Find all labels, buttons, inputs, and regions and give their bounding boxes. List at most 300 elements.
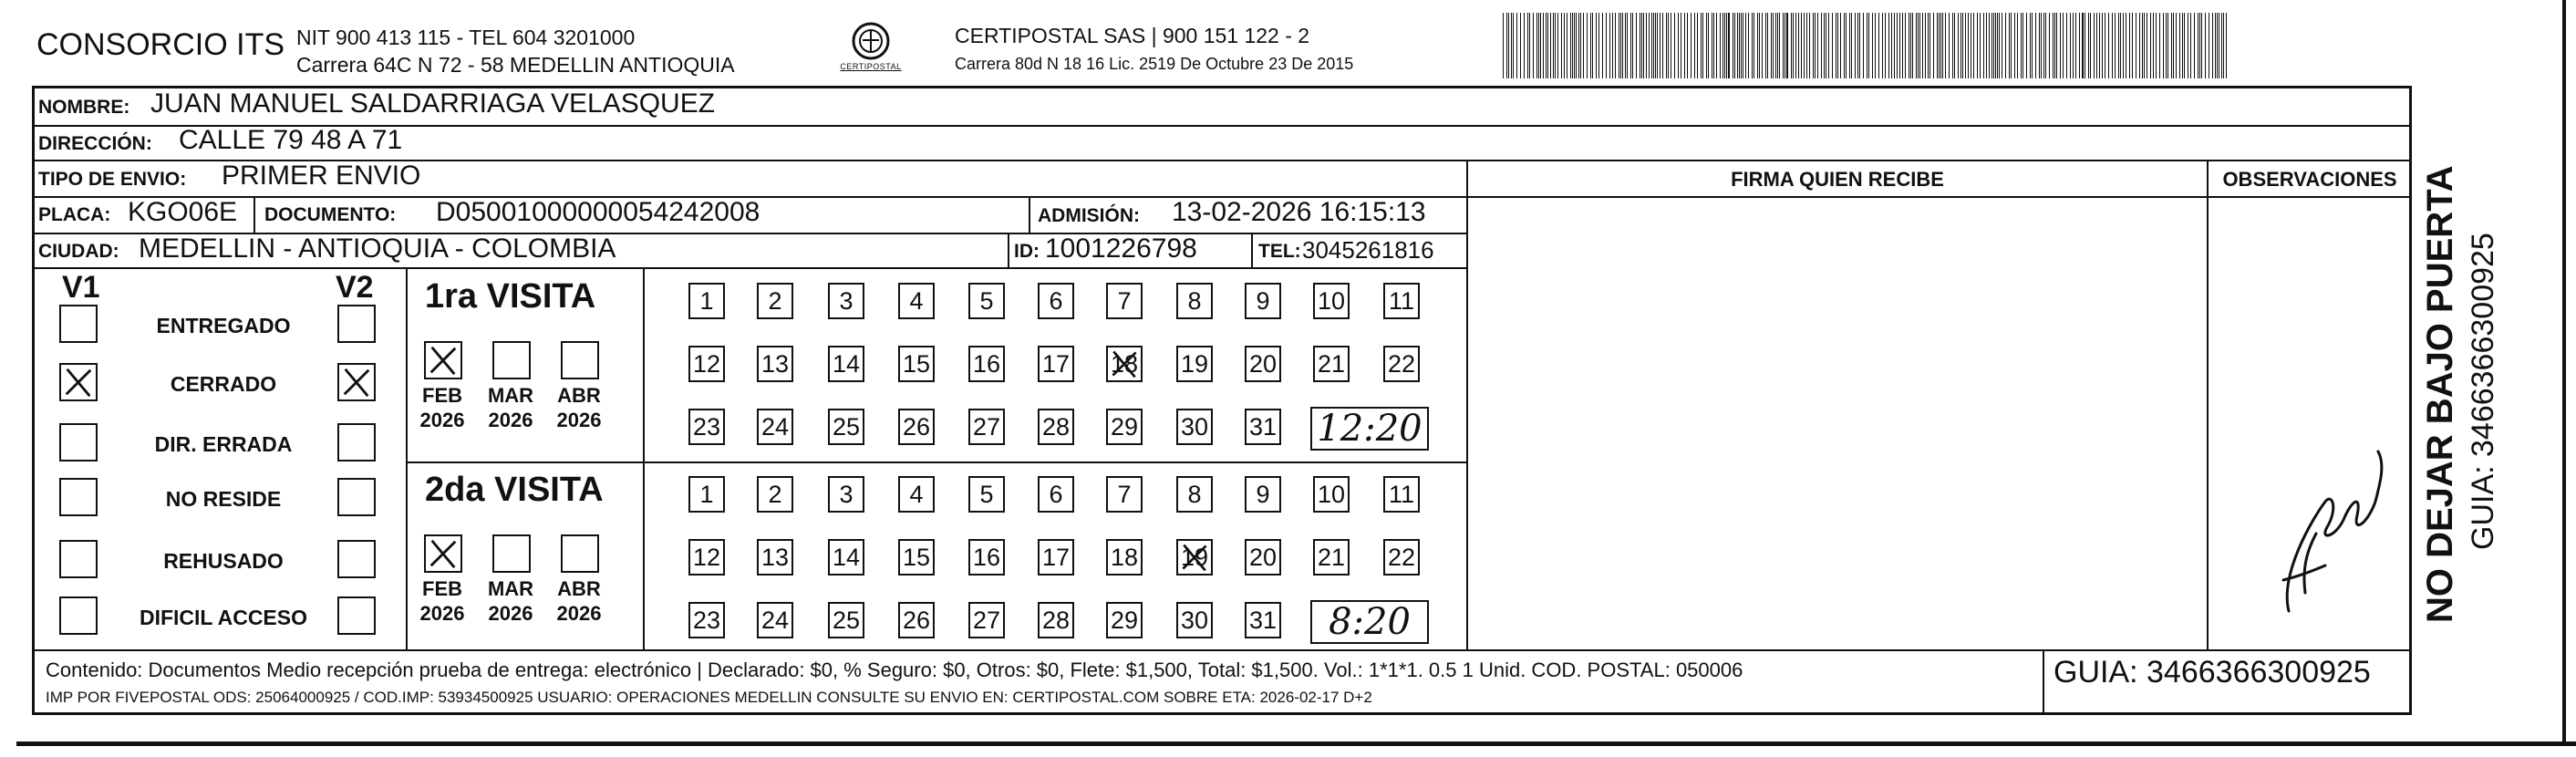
barcode-bar <box>1708 13 1709 78</box>
barcode-bar <box>2176 13 2177 78</box>
v1-checkbox[interactable] <box>59 478 98 516</box>
month-label <box>413 576 471 626</box>
day-box[interactable]: 28 <box>1038 602 1074 638</box>
barcode-bar <box>1687 13 1688 78</box>
barcode-bar <box>1821 13 1822 78</box>
day-box[interactable]: 9 <box>1245 283 1281 319</box>
barcode-bar <box>2032 13 2033 78</box>
barcode-bar <box>1832 13 1833 78</box>
barcode-bar <box>1622 13 1623 78</box>
barcode-bar <box>2056 13 2057 78</box>
barcode-bar <box>2199 13 2200 78</box>
barcode-bar <box>2026 13 2027 78</box>
barcode-bar <box>1962 13 1963 78</box>
barcode-bar <box>1606 13 1607 78</box>
day-box[interactable]: 18 <box>1106 346 1143 382</box>
day-box[interactable]: 3 <box>828 283 864 319</box>
barcode-bar <box>1945 13 1946 78</box>
barcode-bar <box>1615 13 1616 78</box>
day-box[interactable]: 22 <box>1383 539 1420 576</box>
barcode-bar <box>2045 13 2046 78</box>
barcode-bar <box>1809 13 1810 78</box>
day-box[interactable]: 5 <box>968 476 1005 513</box>
observaciones-signature <box>2225 365 2398 629</box>
barcode-bar <box>1657 13 1658 78</box>
barcode-bar <box>1538 13 1539 78</box>
barcode-bar <box>1513 13 1514 78</box>
barcode-bar <box>1716 13 1717 78</box>
barcode-bar <box>2115 13 2116 78</box>
tipo-envio-value: PRIMER ENVIO <box>222 161 421 191</box>
barcode-bar <box>1882 13 1883 78</box>
barcode-bar <box>1875 13 1876 78</box>
day-box[interactable]: 16 <box>968 539 1005 576</box>
barcode-bar <box>2049 13 2050 78</box>
barcode-bar <box>1965 13 1966 78</box>
side-panel <box>2416 87 2553 716</box>
barcode-bar <box>1508 13 1509 78</box>
barcode-bar <box>2129 13 2130 78</box>
day-box[interactable]: 4 <box>898 283 935 319</box>
month-checkbox[interactable] <box>424 341 462 379</box>
day-box[interactable]: 7 <box>1106 283 1143 319</box>
barcode-bar <box>1668 13 1669 78</box>
visit-title: 1ra VISITA <box>425 277 596 316</box>
day-box[interactable]: 21 <box>1313 539 1350 576</box>
day-box[interactable]: 17 <box>1038 346 1074 382</box>
barcode-bar <box>2060 13 2061 78</box>
col-divider <box>406 267 408 649</box>
nombre-value: JUAN MANUEL SALDARRIAGA VELASQUEZ <box>150 88 716 119</box>
barcode-bar <box>1627 13 1628 78</box>
barcode-bar <box>1503 13 1504 78</box>
day-box[interactable]: 28 <box>1038 409 1074 445</box>
tel-label: TEL: <box>1258 241 1301 262</box>
day-box[interactable]: 16 <box>968 346 1005 382</box>
barcode-bar <box>1745 13 1746 78</box>
barcode-bar <box>1701 13 1702 78</box>
v1-header: V1 <box>62 270 100 305</box>
day-box[interactable]: 31 <box>1245 602 1281 638</box>
barcode-bar <box>1662 13 1663 78</box>
barcode-bar <box>2017 13 2018 78</box>
month-name: FEB <box>422 577 462 600</box>
day-box[interactable]: 15 <box>898 539 935 576</box>
barcode-bar <box>1737 13 1738 78</box>
barcode-bar <box>1849 13 1850 78</box>
barcode-bar <box>1977 13 1978 78</box>
barcode-bar <box>1702 13 1703 78</box>
day-box[interactable]: 11 <box>1383 476 1420 513</box>
day-box[interactable]: 30 <box>1176 409 1213 445</box>
status-label: CERRADO <box>170 372 277 396</box>
barcode-bar <box>2167 13 2168 78</box>
placa-label: PLACA: <box>38 204 111 225</box>
barcode-bar <box>1546 13 1547 78</box>
day-box[interactable]: 14 <box>828 346 864 382</box>
v2-checkbox[interactable] <box>337 305 376 343</box>
day-box[interactable]: 2 <box>757 283 793 319</box>
day-box[interactable]: 25 <box>828 409 864 445</box>
barcode-bar <box>1752 13 1753 78</box>
v2-checkbox[interactable] <box>337 596 376 635</box>
cell-divider <box>253 196 255 233</box>
barcode-bar <box>1620 13 1621 78</box>
barcode-bar <box>2014 13 2015 78</box>
barcode-bar <box>1775 13 1776 78</box>
barcode-bar <box>1986 13 1987 78</box>
barcode-bar <box>1576 13 1577 78</box>
barcode-bar <box>1578 13 1579 78</box>
barcode <box>1503 13 2232 78</box>
status-label: ENTREGADO <box>156 314 291 337</box>
barcode-bar <box>2132 13 2133 78</box>
day-box[interactable]: 1 <box>688 283 725 319</box>
barcode-bar <box>1777 13 1778 78</box>
month-checkbox[interactable] <box>561 341 599 379</box>
barcode-bar <box>2094 13 2095 78</box>
barcode-bar <box>2009 13 2010 78</box>
barcode-bar <box>1540 13 1541 78</box>
visit-time[interactable]: 8:20 <box>1310 600 1429 644</box>
barcode-bar <box>1762 13 1763 78</box>
barcode-bar <box>1553 13 1554 78</box>
certipostal-logo <box>834 20 907 78</box>
barcode-bar <box>1590 13 1591 78</box>
barcode-bar <box>1993 13 1994 78</box>
day-box[interactable]: 17 <box>1038 539 1074 576</box>
visit-time[interactable]: 12:20 <box>1310 407 1429 451</box>
barcode-bar <box>1995 13 1996 78</box>
barcode-bar <box>1840 13 1841 78</box>
barcode-bar <box>1872 13 1873 78</box>
barcode-bar <box>2163 13 2164 78</box>
barcode-bar <box>1574 13 1575 78</box>
barcode-bar <box>2108 13 2109 78</box>
barcode-bar <box>1878 13 1879 78</box>
day-box[interactable]: 19 <box>1176 539 1213 576</box>
barcode-bar <box>1828 13 1829 78</box>
day-box[interactable]: 20 <box>1245 346 1281 382</box>
barcode-bar <box>1949 13 1950 78</box>
day-box[interactable]: 24 <box>757 602 793 638</box>
barcode-bar <box>2153 13 2154 78</box>
day-box[interactable]: 12 <box>688 539 725 576</box>
day-box[interactable]: 12 <box>688 346 725 382</box>
barcode-bar <box>1592 13 1593 78</box>
barcode-bar <box>1942 13 1943 78</box>
barcode-bar <box>1801 13 1802 78</box>
day-box[interactable]: 4 <box>898 476 935 513</box>
placa-value: KGO06E <box>128 197 238 227</box>
barcode-bar <box>1968 13 1969 78</box>
v2-checkbox[interactable] <box>337 478 376 516</box>
day-box[interactable]: 31 <box>1245 409 1281 445</box>
month-year: 2026 <box>556 602 602 625</box>
barcode-bar <box>1674 13 1675 78</box>
barcode-bar <box>2096 13 2097 78</box>
barcode-bar <box>1928 13 1929 78</box>
barcode-bar <box>1580 13 1581 78</box>
barcode-bar <box>1524 13 1525 78</box>
barcode-bar <box>1779 13 1780 78</box>
day-box[interactable]: 15 <box>898 346 935 382</box>
x-mark <box>1178 541 1211 574</box>
day-box[interactable]: 20 <box>1245 539 1281 576</box>
barcode-bar <box>2217 13 2218 78</box>
barcode-bar <box>1741 13 1742 78</box>
barcode-bar <box>1925 13 1926 78</box>
barcode-bar <box>1557 13 1558 78</box>
direccion-value: CALLE 79 48 A 71 <box>179 125 403 155</box>
barcode-bar <box>1767 13 1768 78</box>
day-box[interactable]: 22 <box>1383 346 1420 382</box>
x-mark <box>426 343 460 378</box>
month-label <box>481 383 540 432</box>
barcode-bar <box>2194 13 2195 78</box>
barcode-bar <box>1748 13 1749 78</box>
day-box[interactable]: 23 <box>688 409 725 445</box>
status-label: REHUSADO <box>163 549 284 573</box>
x-mark <box>1108 347 1141 380</box>
month-name: FEB <box>422 384 462 407</box>
barcode-bar <box>1837 13 1838 78</box>
barcode-bar <box>1795 13 1796 78</box>
barcode-bar <box>1902 13 1903 78</box>
day-box[interactable]: 26 <box>898 602 935 638</box>
barcode-bar <box>2075 13 2076 78</box>
day-box[interactable]: 7 <box>1106 476 1143 513</box>
barcode-bar <box>2179 13 2180 78</box>
tel-value: 3045261816 <box>1302 236 1434 264</box>
barcode-bar <box>1999 13 2000 78</box>
month-label <box>550 383 608 432</box>
barcode-bar <box>2201 13 2202 78</box>
col-divider <box>1466 160 1468 649</box>
day-box[interactable]: 26 <box>898 409 935 445</box>
barcode-bar <box>1983 13 1984 78</box>
v1-checkbox[interactable] <box>59 596 98 635</box>
barcode-bar <box>1533 13 1534 78</box>
barcode-bar <box>1885 13 1886 78</box>
barcode-bar <box>1697 13 1698 78</box>
day-box[interactable]: 1 <box>688 476 725 513</box>
v1-checkbox[interactable] <box>59 305 98 343</box>
barcode-bar <box>1726 13 1727 78</box>
barcode-bar <box>1973 13 1974 78</box>
barcode-bar <box>1929 13 1930 78</box>
barcode-bar <box>1815 13 1816 78</box>
month-year: 2026 <box>556 409 602 431</box>
barcode-bar <box>2079 13 2080 78</box>
barcode-bar <box>1905 13 1906 78</box>
month-checkbox[interactable] <box>561 534 599 573</box>
barcode-bar <box>1798 13 1799 78</box>
barcode-bar <box>1506 13 1507 78</box>
barcode-bar <box>1868 13 1869 78</box>
barcode-bar <box>1804 13 1805 78</box>
col-divider <box>643 267 645 649</box>
barcode-bar <box>1939 13 1940 78</box>
v1-checkbox[interactable] <box>59 540 98 578</box>
day-box[interactable]: 2 <box>757 476 793 513</box>
day-box[interactable]: 24 <box>757 409 793 445</box>
day-box[interactable]: 6 <box>1038 476 1074 513</box>
v2-checkbox[interactable] <box>337 363 376 401</box>
firma-header: FIRMA QUIEN RECIBE <box>1731 168 1944 191</box>
footer-divider <box>32 649 2412 651</box>
tipo-envio-label: TIPO DE ENVIO: <box>38 169 187 190</box>
visit-divider <box>406 461 1468 463</box>
barcode-bar <box>1897 13 1898 78</box>
barcode-bar <box>1625 13 1626 78</box>
barcode-bar <box>1653 13 1654 78</box>
observaciones-header: OBSERVACIONES <box>2222 168 2397 191</box>
v2-header: V2 <box>336 270 374 305</box>
day-box[interactable]: 10 <box>1313 476 1350 513</box>
barcode-bar <box>2053 13 2054 78</box>
day-box[interactable]: 30 <box>1176 602 1213 638</box>
day-box[interactable]: 5 <box>968 283 1005 319</box>
barcode-bar <box>1991 13 1992 78</box>
barcode-bar <box>1570 13 1571 78</box>
v2-checkbox[interactable] <box>337 540 376 578</box>
barcode-bar <box>1888 13 1889 78</box>
id-label: ID: <box>1014 241 1040 262</box>
day-box[interactable]: 27 <box>968 409 1005 445</box>
barcode-bar <box>2073 13 2074 78</box>
status-label: NO RESIDE <box>165 487 282 511</box>
barcode-bar <box>1806 13 1807 78</box>
row-divider <box>32 267 1468 269</box>
day-box[interactable]: 9 <box>1245 476 1281 513</box>
barcode-bar <box>1937 13 1938 78</box>
barcode-bar <box>2021 13 2022 78</box>
barcode-bar <box>1543 13 1544 78</box>
barcode-bar <box>2112 13 2113 78</box>
barcode-bar <box>2090 13 2091 78</box>
day-box[interactable]: 10 <box>1313 283 1350 319</box>
month-checkbox[interactable] <box>492 341 531 379</box>
barcode-bar <box>2011 13 2012 78</box>
day-box[interactable]: 13 <box>757 539 793 576</box>
barcode-bar <box>1724 13 1725 78</box>
barcode-bar <box>2190 13 2191 78</box>
barcode-bar <box>1773 13 1774 78</box>
barcode-bar <box>1954 13 1955 78</box>
day-box[interactable]: 18 <box>1106 539 1143 576</box>
day-box[interactable]: 27 <box>968 602 1005 638</box>
logo-text: CERTIPOSTAL <box>840 62 902 71</box>
barcode-bar <box>1933 13 1934 78</box>
barcode-bar <box>1851 13 1852 78</box>
documento-value: D05001000000054242008 <box>436 197 760 227</box>
month-year: 2026 <box>419 602 465 625</box>
status-label: DIR. ERRADA <box>154 432 293 456</box>
barcode-bar <box>1734 13 1735 78</box>
day-box[interactable]: 29 <box>1106 409 1143 445</box>
barcode-bar <box>2082 13 2084 78</box>
barcode-bar <box>1899 13 1900 78</box>
month-label <box>550 576 608 626</box>
barcode-bar <box>1641 13 1642 78</box>
barcode-bar <box>2166 13 2167 78</box>
barcode-bar <box>1572 13 1573 78</box>
month-name: MAR <box>487 577 534 600</box>
page-edge-bottom <box>16 741 2576 746</box>
nit-line: NIT 900 413 115 - TEL 604 3201000 <box>296 26 636 49</box>
barcode-bar <box>2005 13 2006 78</box>
footer-guia: GUIA: 3466366300925 <box>2054 655 2371 690</box>
barcode-bar <box>1859 13 1860 78</box>
barcode-bar <box>1960 13 1961 78</box>
day-box[interactable]: 25 <box>828 602 864 638</box>
barcode-bar <box>1564 13 1565 78</box>
barcode-bar <box>1612 13 1613 78</box>
v1-checkbox[interactable] <box>59 363 98 401</box>
day-box[interactable]: 6 <box>1038 283 1074 319</box>
month-name: ABR <box>557 577 601 600</box>
certipostal-address: Carrera 80d N 18 16 Lic. 2519 De Octubre 23 De 2015 <box>955 55 1354 73</box>
footer-imp: IMP POR FIVEPOSTAL ODS: 25064000925 / COD.IMP: 53934500925 USUARIO: OPERACIONES MEDELLIN CONSULTE SU ENVIO EN: CERTIPOSTAL.COM SOBRE ETA: 2026-02-17 D+2 <box>46 689 1372 706</box>
month-name: ABR <box>557 384 601 407</box>
v1-checkbox[interactable] <box>59 423 98 461</box>
month-year: 2026 <box>488 602 533 625</box>
day-box[interactable]: 11 <box>1383 283 1420 319</box>
month-year: 2026 <box>488 409 533 431</box>
barcode-bar <box>1646 13 1647 78</box>
barcode-bar <box>1547 13 1548 78</box>
day-box[interactable]: 13 <box>757 346 793 382</box>
barcode-bar <box>1587 13 1588 78</box>
month-checkbox[interactable] <box>424 534 462 573</box>
barcode-bar <box>1536 13 1537 78</box>
barcode-bar <box>2142 13 2143 78</box>
barcode-bar <box>2088 13 2089 78</box>
barcode-bar <box>2171 13 2172 78</box>
month-checkbox[interactable] <box>492 534 531 573</box>
status-label: DIFICIL ACCESO <box>139 606 307 629</box>
day-box[interactable]: 8 <box>1176 476 1213 513</box>
barcode-bar <box>1922 13 1923 78</box>
barcode-bar <box>1527 13 1528 78</box>
day-box[interactable]: 29 <box>1106 602 1143 638</box>
barcode-bar <box>1918 13 1919 78</box>
month-year: 2026 <box>419 409 465 431</box>
day-box[interactable]: 21 <box>1313 346 1350 382</box>
barcode-bar <box>1632 13 1633 78</box>
day-box[interactable]: 14 <box>828 539 864 576</box>
day-box[interactable]: 23 <box>688 602 725 638</box>
barcode-bar <box>1824 13 1825 78</box>
v2-checkbox[interactable] <box>337 423 376 461</box>
side-warning: NO DEJAR BAJO PUERTA <box>2420 165 2460 623</box>
barcode-bar <box>1952 13 1953 78</box>
month-label <box>413 383 471 432</box>
barcode-bar <box>1912 13 1913 78</box>
barcode-bar <box>2139 13 2140 78</box>
day-box[interactable]: 19 <box>1176 346 1213 382</box>
barcode-bar <box>1555 13 1556 78</box>
day-box[interactable]: 3 <box>828 476 864 513</box>
ciudad-label: CIUDAD: <box>38 241 119 262</box>
barcode-bar <box>1643 13 1644 78</box>
barcode-bar <box>2156 13 2157 78</box>
cell-divider <box>1251 233 1253 267</box>
day-box[interactable]: 8 <box>1176 283 1213 319</box>
barcode-bar <box>1694 13 1695 78</box>
barcode-bar <box>1916 13 1917 78</box>
